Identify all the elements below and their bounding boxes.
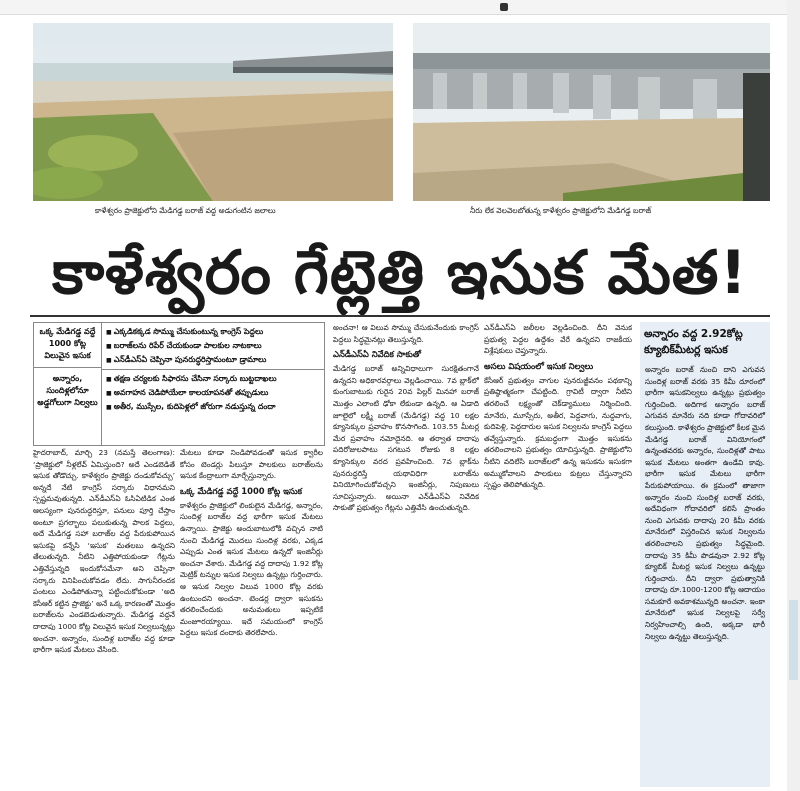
article-column-2 [180,447,323,787]
sidebar-box [640,322,770,787]
article-column-1 [33,447,175,787]
summary-left-divider [34,367,101,368]
top-strip [0,0,800,15]
bullet-item: ■ ఎక్కడికక్కడ సొమ్ము చేసుకుంటున్న కాంగ్రెస్ పెద్దలు [102,325,324,339]
page-right-edge [787,0,800,791]
article-column-4 [484,322,632,787]
column-4-subheading: అసలు విషయంలో ఇసుక నిల్వలు [484,360,594,371]
headline: కాళేశ్వరం గేట్లెత్తి ఇసుక మేత! [52,238,748,308]
summary-left-cell-1: ఒక్క మేడిగడ్డ వద్దే 1000 కోట్ల విలువైన ఇసుక [39,327,96,360]
photo-medigadda-dry-riverbed [33,23,393,201]
photo-caption-left: కాళేశ్వరం ప్రాజెక్టులోని మేడిగడ్డ బరాజ్ వద్ద అడుగంటిన జలాలు [95,206,276,215]
column-3-subheading: ఎన్‌డీఎస్‌ఏ నివేదిక సాకుతో [333,349,421,360]
article-column-3 [333,322,479,787]
sidebar-text: అన్నారం బరాజ్ నుంచి దాని ఎగువన సుందిళ్ల బరాజ్ వరకు 35 కిమీ దూరంలో భారీగా ఇసుకనిల్వలు ఉన్నట్లు ప్రభుత్వం గుర్తించింది. అదిగాక అన్నారం బరాజ్ ఎగువన మానేరు నది కూడా గోదావరిలో కలుస్తుంది. కాళేశ్వరం ప్రాజెక్టులో కీలక మైన మేడిగడ్డ బరాజ్ వినియోగంలో ఉన్నంతవరకు అన్నారం, సుందిళ్లతో పాటు ఇసుక మేటలు అంతగా ఉండేవి కావు. భారీగా ఇసుక మేటలు భారీగా పేరుకుపోయాయి. ఈ క్రమంలో తాజాగా అన్నారం నుంచి సుందిళ్ల బరాజ్ వరకు, అదేవిధంగా గోదావరిలో కలిసే ప్రాంతం నుంచి ఎగువకు దాదాపు 20 కిమీ వరకు మానేరులో విస్తరించిన ఇసుక నిల్వలను తరలించాలని ప్రభుత్వం సిద్ధమైంది. దాదాపు 35 కిమీ పొడవునా 2.92 కోట్ల క్యూబిక్ మీటర్ల ఇసుక నిల్వలు ఉన్నట్టు గుర్తించారు. దీని ద్వారా ప్రభుత్వానికి దాదాపు రూ.1000-1200 కోట్ల ఆదాయం సమకూరే అవకాశమున్నది అంచనా. ఇంకా మానేరులో ఇసుక నిల్వలపై సర్వే నిర్వహించాల్సి ఉంది, అక్కడా భారీ నిల్వలు ఉన్నట్టు తెలుస్తున్నది. [645,365,765,641]
summary-box [33,322,325,446]
bullet-item: ■ అవగాహన చెడిపోయేలా కాలయాపనతో తప్పుడులు [102,386,324,400]
bullet-item: ■ తక్షణ చర్యలకు సిఫారసు చేసినా సర్కారు బుట్టదాఖలు [102,372,324,386]
column-2-text-2: కాళేశ్వరం ప్రాజెక్టులో లింకులైన మేడిగడ్డ, అన్నారం, సుందిళ్ల బరాజ్‌ల వద్ద భారీగా ఇసుక మేటలు ఉన్నాయి. ప్రాజెక్టు అందుబాటులోకి వచ్చిన నాటి నుంచి మేడిగడ్డ మొదలు సుందిళ్ల వరకు, ఎక్కడ ఎప్పుడు ఎంత ఇసుక మేటలు ఉన్నదో ఇంజినీర్లు అంచనా వేశారు. మేడిగడ్డ వద్ద దాదాపు 1.92 కోట్ల మెట్రిక్ టన్నుల ఇసుక నిల్వలు ఉన్నట్లు గుర్తించారు. ఆ ఇసుక నిల్వల విలువ 1000 కోట్ల వరకు ఉంటుందని అంచనా. టెండర్ల ద్వారా ఇసుకను తరలించేందుకు అనుమతులు ఇప్పటికే మంజూరయ్యాయి. ఇదే సమయంలో కాంగ్రెస్ పెద్దలు ఇసుక దందాకు తెరలేపారు. [180,500,323,638]
column-1-text: హైదరాబాద్, మార్చి 23 (నమస్తే తెలంగాణ): ‘ప్రాజెక్టులో నీళ్లలేవ్ ఏమిస్తుంది? అదే ఎండబెడితే ఇసుక తోడొచ్చు. కాళేశ్వరం ప్రాజెక్టు దండుకోవచ్చు’ అన్నదే నేటి కాంగ్రెస్ సర్కారు విధానమని స్పష్టమవుతున్నది. ఎన్‌డీఎస్‌ఏ ఓసిఏటిడిక ఎంత ఆలస్యంగా పునరుద్ధరిస్తూ, పనులు పూర్తి చేస్తాం అంటూ ప్రగల్భాలు పలుకుతున్న పాలక పెద్దలు, అదే మేడిగడ్డ సహా బరాజ్‌ల వద్ద పేరుకుపోయిన ఇసుకపై కన్నేసి ‘ఇసుక’ మతలబు ఉన్నదని తేలుతున్నది. నీటిని ఎత్తిపోయకుండా గేట్లను ఎత్తివేస్తున్నది ఇందుకోసమేనా అని చెప్పినా సర్కారు వినిపించుకోవడం లేదు. సాగునీరందక పంటలు ఎండిపోతున్నా పట్టించుకోకుండా ‘అది కెసీఆర్ కట్టిన ప్రాజెక్టు’ అనే ఒక్క కారణంతో మొత్తం బరాజ్‌లను ఎండబెడుతున్నారు. మేడిగడ్డ వద్దనే దాదాపు 1000 కోట్ల విలువైన ఇసుక నిల్వలున్నట్లు అంచనా. అన్నారం, సుందిళ్ల బరాజ్‌ల వద్ద కూడా భారీగా ఇసుక మేటలు వేసింది. [33,448,175,655]
edge-marker [789,600,798,680]
summary-box-left [34,323,102,445]
photo-caption-right: నీరు లేక వెలవెలబోతున్న కాళేశ్వరం ప్రాజెక్టులోని మేడిగడ్డ బరాజ్ [470,206,652,215]
summary-left-cell-2: అన్నారం, సుందిళ్లలోనూ అడ్డగోలుగా నిల్వలు [37,374,98,407]
bullet-item: ■ అతీర, ముస్సేల, కుదిపెళ్లలో జోరుగా నడుస్తున్న దందా [102,400,324,414]
column-4-text-2: కేసీఆర్ ప్రభుత్వం వాగుల పునరుజ్జీవనం పథకాన్ని ప్రతిష్ఠాత్మకంగా చేపట్టింది. గ్రావిటీ ద్వారా నీటిని తరలించే లక్ష్యంతో చెక్‌డ్యాములు నిర్మించింది. మానేరు, మూస్సేరు, అతీర, పెద్దవాగు, నుద్దవాగు, కుదిపెళ్లి, పెద్దదారుల ఇసుక నిల్వలను కాంగ్రెస్ పెద్దలు తవ్వేస్తున్నారు. క్రమబద్ధంగా మొత్తం ఇసుకను తరలించాలని ప్రభుత్వం యోచిస్తున్నది. ప్రాజెక్టులోని నీటిని వదిలేసి బరాజ్‌లలో ఉన్న ఇసుకను ఇసుకగా అమ్ముకోవాలని పాలకులు కుట్రలు చేస్తున్నారని స్పష్టం తెలిపోతున్నది. [484,375,632,490]
bullet-item: ■ ఎన్‌డీఎస్‌ఏ చెప్పినా పునరుద్ధరిస్తామంటూ డ్రామాలు [102,353,324,367]
bullet-group-2 [102,370,324,416]
headline-rule [30,315,770,317]
sidebar-heading: అన్నారం వద్ద 2.92కోట్ల క్యూబిక్‌మీటర్ల ఇసుక [644,328,743,356]
column-4-text: ఎన్‌డీఎస్‌ఏ జలీలల వెల్లడించింది. దీని వెనుక ప్రభుత్వ పెద్దల ఉద్దేశం వేరే ఉన్నదని రాజకీయ విశ్లేషకులు చెప్తున్నారు. [484,323,632,356]
column-2-subheading: ఒక్క మేడిగడ్డ వద్దే 1000 కోట్ల ఇసుక [180,485,303,496]
summary-box-bullets [102,323,324,416]
bullet-item: ■ బరాజ్‌లను రిపేర్ చేయకుండా పాలకుల నాటకాలు [102,339,324,353]
bullet-group-1 [102,323,324,370]
masthead-mark [500,3,508,11]
column-3-text: అంచనా! ఆ విలువ సొమ్ము చేసుకునేందుకు కాంగ్రెస్ పెద్దలు సిద్ధమైనట్లు తెలుస్తున్నది. [333,323,479,344]
column-2-text: మేటలు కూడా నిండిపోవడంతో ఇసుక క్వారీల కోసం టెండర్లు పిలుస్తూ పాలకులు బరాజ్‌లను ఇసుక కేంద్రాలుగా మార్చేస్తున్నారు. [180,448,323,481]
photo-medigadda-barrage-gates [413,23,770,201]
column-3-text-2: మేడిగడ్డ బరాజ్ అన్నివిధాలుగా సురక్షితంగానే ఉన్నదని అధికారవర్గాలు వెల్లడించాయి. 7వ బ్లాక్‌లో కుంగుబాటుకు గురైన 20వ పిల్లర్ మినహా బరాజ్ మొత్తం ఎలాంటి ఢోకా లేకుండా ఉన్నది. ఆ ఏడాది జూలైలో లక్ష్మీ బరాజ్ (మేడిగడ్డ) వద్ద 10 లక్షల క్యూసెక్కుల ప్రవాహం కొనసాగింది. 103.55 మీటర్ల మేర ప్రవాహం నమోదైనది. ఆ తర్వాత దాదాపు పదిరోజులపాటు సగటున రోజుకు 8 లక్షల క్యూసెక్కుల వరద ప్రవహించింది. 7వ బ్లాక్‌ను పునరుద్ధరిస్తే యథావిధిగా బరాజ్‌ను వినియోగించుకోవచ్చని ఇంజినీర్లు, నిపుణులు సూచిస్తున్నారు. అయినా ఎన్‌డీఎస్‌ఏ నివేదిక సాకుతో ప్రభుత్వం గేట్లను ఎత్తివేసి ఉంచుతున్నది. [333,364,479,513]
